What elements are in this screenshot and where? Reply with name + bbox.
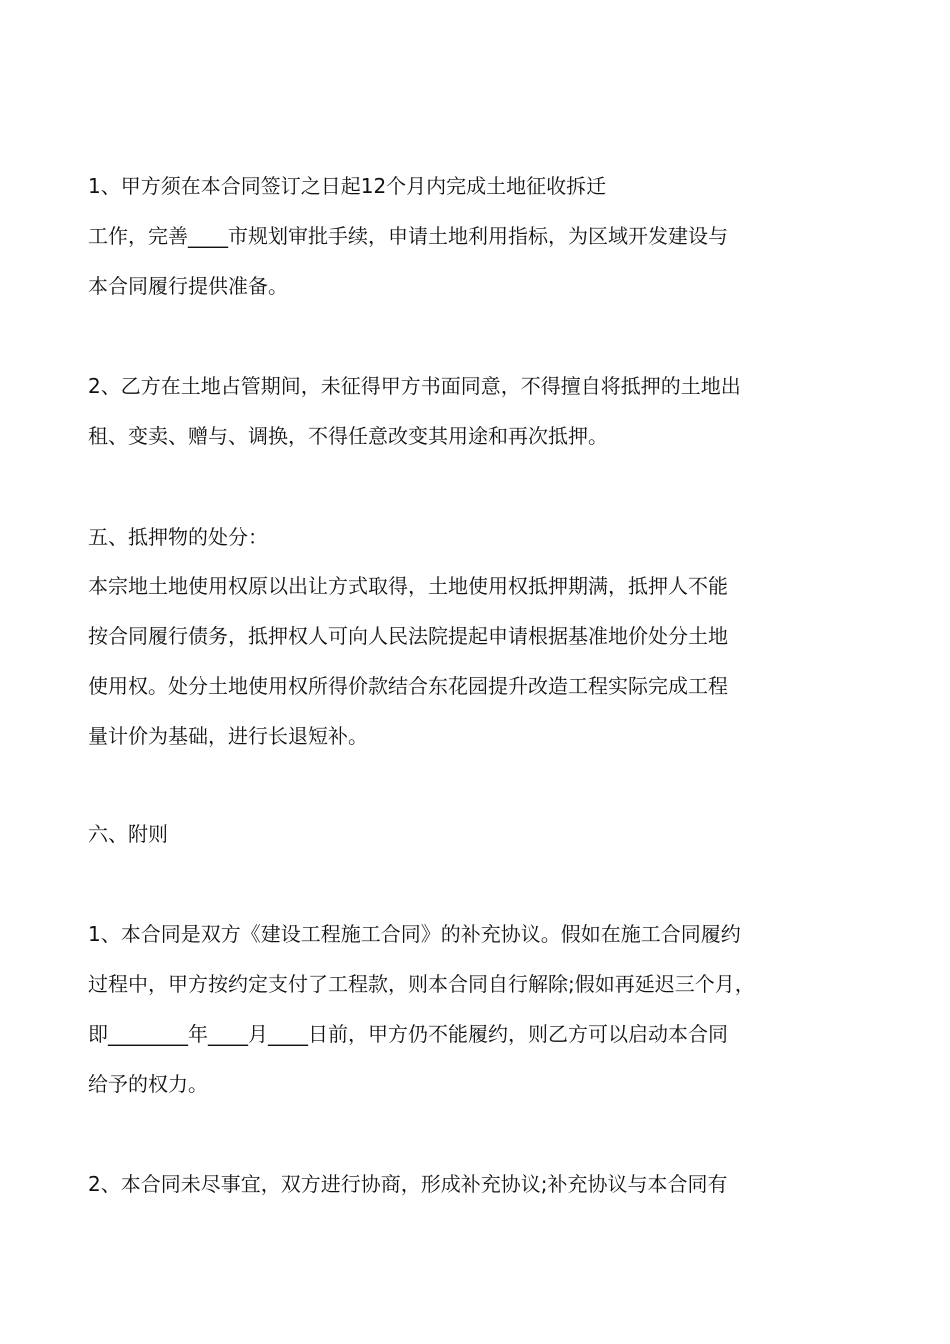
text-line: 过程中，甲方按约定支付了工程款，则本合同自行解除;假如再延迟三个月， [88, 972, 755, 996]
text-line: 租、变卖、赠与、调换，不得任意改变其用途和再次抵押。 [88, 424, 608, 448]
text-line: 量计价为基础，进行长退短补。 [88, 724, 368, 748]
text-line: 使用权。处分土地使用权所得价款结合东花园提升改造工程实际完成工程 [88, 674, 728, 698]
text-line: 即________年____月____日前，甲方仍不能履约，则乙方可以启动本合同 [88, 1022, 728, 1046]
section-heading: 五、抵押物的处分： [88, 525, 268, 549]
text-line: 2、乙方在土地占管期间，未征得甲方书面同意，不得擅自将抵押的土地出 [88, 374, 741, 398]
section-heading: 六、附则 [88, 822, 168, 846]
text-line: 按合同履行债务，抵押权人可向人民法院提起申请根据基准地价处分土地 [88, 624, 728, 648]
text-line: 工作，完善____市规划审批手续，申请土地利用指标，为区域开发建设与 [88, 224, 728, 248]
text-line: 本合同履行提供准备。 [88, 274, 288, 298]
text-line: 给予的权力。 [88, 1072, 208, 1096]
text-line: 2、本合同未尽事宜，双方进行协商，形成补充协议;补充协议与本合同有 [88, 1172, 728, 1196]
text-line: 本宗地土地使用权原以出让方式取得，土地使用权抵押期满，抵押人不能 [88, 574, 728, 598]
text-line: 1、甲方须在本合同签订之日起12个月内完成土地征收拆迁 [88, 174, 607, 198]
text-line: 1、本合同是双方《建设工程施工合同》的补充协议。假如在施工合同履约 [88, 922, 741, 946]
